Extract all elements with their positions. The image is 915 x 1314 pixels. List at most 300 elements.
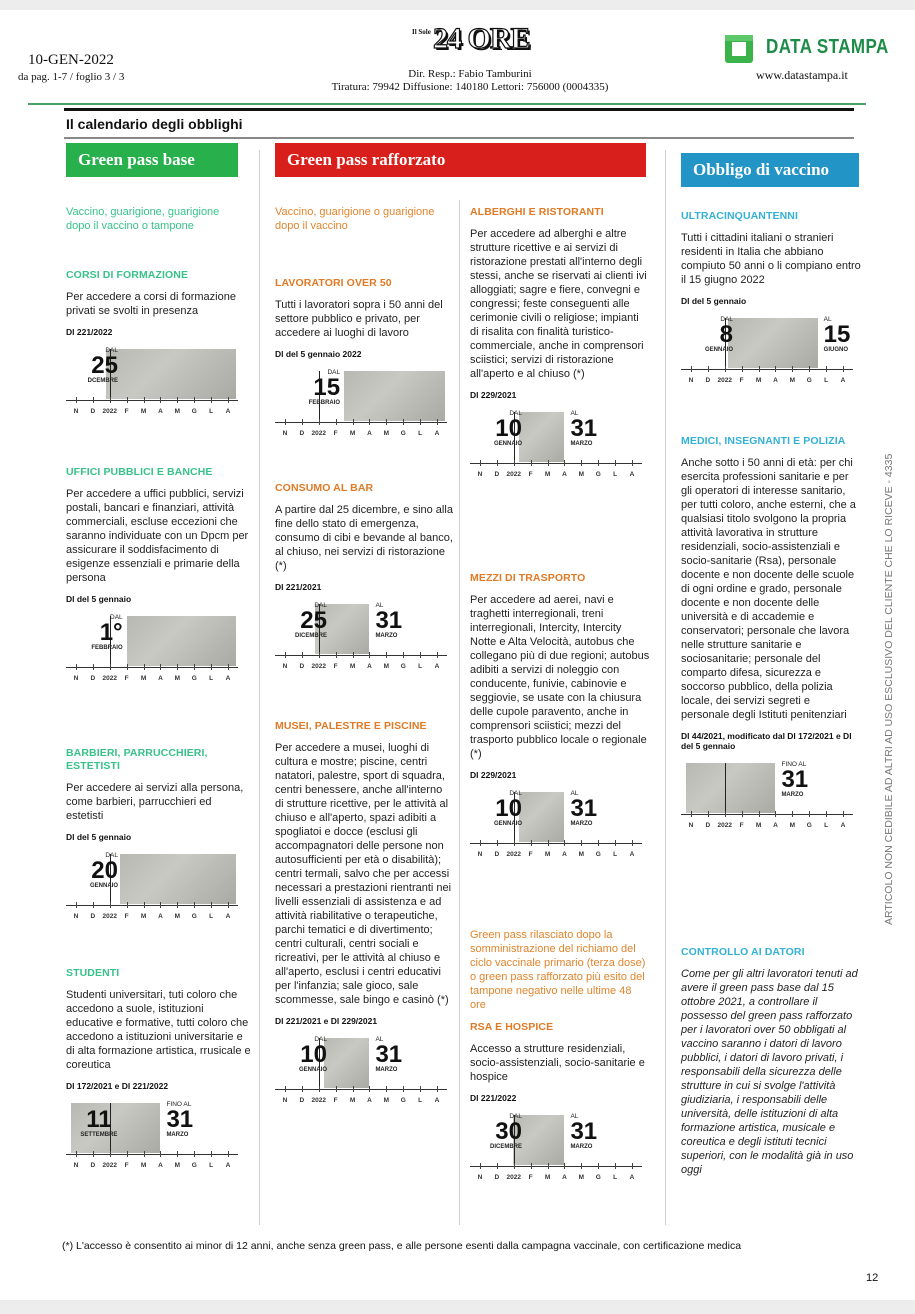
- section-title: CONSUMO AL BAR: [275, 482, 374, 494]
- month-label: M: [349, 1097, 356, 1104]
- date-day: 10: [300, 1041, 327, 1068]
- month-label: M: [174, 1162, 181, 1169]
- month-tick: [598, 460, 599, 466]
- year-marker: [725, 763, 726, 817]
- month-label: M: [544, 1174, 551, 1181]
- month-label: L: [209, 408, 214, 415]
- date-caption: FINO AL: [166, 1101, 192, 1108]
- timeline: [470, 408, 642, 488]
- date-day: 15: [823, 321, 851, 348]
- timeline: [681, 759, 853, 839]
- date-caption: DAL: [105, 852, 118, 859]
- month-tick: [177, 664, 178, 670]
- month-tick: [353, 419, 354, 425]
- month-tick: [228, 902, 229, 908]
- month-label: A: [225, 408, 231, 415]
- month-label: A: [562, 1174, 567, 1181]
- month-tick: [76, 397, 77, 403]
- month-label: A: [434, 663, 440, 670]
- month-tick: [194, 1151, 195, 1157]
- month-tick: [93, 1151, 94, 1157]
- month-label: M: [140, 913, 147, 920]
- month-tick: [742, 811, 743, 817]
- month-tick: [843, 811, 844, 817]
- section-alberghi-ristoranti: [470, 206, 650, 488]
- month-tick: [302, 652, 303, 658]
- month-label: G: [400, 430, 406, 437]
- section-controllo-datori: [681, 946, 861, 1177]
- date-day: 31: [781, 766, 809, 793]
- timeline-bar: [728, 318, 818, 368]
- page-range: da pag. 1-7 / foglio 3 / 3: [18, 71, 125, 83]
- month-label: M: [544, 851, 551, 858]
- article-title: Il calendario degli obblighi: [66, 116, 243, 132]
- date-day: 31: [570, 795, 598, 822]
- month-label: L: [824, 377, 829, 384]
- end-date: [570, 1113, 622, 1150]
- month-label: D: [494, 851, 500, 858]
- month-label: G: [806, 822, 812, 829]
- month-label: M: [174, 913, 181, 920]
- month-label: A: [158, 408, 163, 415]
- month-label: A: [434, 1097, 440, 1104]
- end-date: [570, 790, 622, 827]
- month-tick: [548, 1163, 549, 1169]
- month-tick: [632, 1163, 633, 1169]
- month-tick: [211, 664, 212, 670]
- date-caption: AL: [375, 602, 384, 609]
- start-date: [470, 410, 522, 447]
- month-label: G: [191, 1162, 197, 1169]
- timeline-axis: [470, 1166, 642, 1167]
- month-label: N: [688, 377, 694, 384]
- month-label: G: [400, 1097, 406, 1104]
- section-ultracinquantenni: [681, 210, 861, 394]
- obbligo-vaccino-banner: Obbligo di vaccino: [681, 153, 859, 187]
- date-day: 31: [375, 607, 403, 634]
- month-label: F: [333, 430, 338, 437]
- month-label: F: [333, 663, 338, 670]
- masthead-block: [300, 22, 640, 93]
- date-month: FEBBRAIO: [91, 645, 123, 651]
- timeline-axis: [66, 1154, 238, 1155]
- month-label: M: [383, 430, 390, 437]
- month-tick: [514, 1163, 515, 1169]
- month-tick: [420, 1086, 421, 1092]
- month-label: L: [613, 1174, 618, 1181]
- month-tick: [843, 366, 844, 372]
- timeline-bar: [686, 763, 776, 813]
- rsa-condition-note: Green pass rilasciato dopo la somministrazione del richiamo del ciclo vaccinale primario (terza dose) o green pass rafforzato più esito del tampone negativo nelle ultime 48 ore: [470, 929, 646, 1011]
- date-caption: DAL: [509, 1113, 522, 1120]
- month-tick: [369, 652, 370, 658]
- page-number: 12: [866, 1272, 879, 1284]
- month-label: A: [158, 1162, 163, 1169]
- month-tick: [497, 1163, 498, 1169]
- month-tick: [302, 419, 303, 425]
- month-label: D: [90, 913, 96, 920]
- date-day: 11: [86, 1106, 112, 1133]
- month-tick: [531, 460, 532, 466]
- timeline-axis: [66, 905, 238, 906]
- month-tick: [144, 397, 145, 403]
- month-tick: [581, 1163, 582, 1169]
- month-tick: [725, 811, 726, 817]
- timeline-bar: [324, 1038, 370, 1088]
- date-caption: DAL: [509, 410, 522, 417]
- date-month: GENNAIO: [493, 821, 522, 827]
- month-tick: [285, 419, 286, 425]
- month-label: G: [191, 408, 197, 415]
- date-day: 1°: [99, 619, 123, 646]
- law-reference: Dl del 5 gennaio: [66, 594, 132, 604]
- month-tick: [581, 840, 582, 846]
- section-title: RSA E HOSPICE: [470, 1021, 554, 1033]
- month-label: F: [124, 1162, 129, 1169]
- month-tick: [127, 902, 128, 908]
- month-label: M: [174, 408, 181, 415]
- start-date: [71, 614, 123, 651]
- column-divider: [665, 150, 666, 1225]
- timeline-bar: [127, 616, 237, 666]
- month-tick: [194, 664, 195, 670]
- month-label: M: [349, 430, 356, 437]
- month-label: M: [755, 822, 762, 829]
- director-line: Dir. Resp.: Fabio Tamburini: [408, 68, 532, 80]
- month-tick: [369, 1086, 370, 1092]
- section-title: CORSI DI FORMAZIONE: [66, 269, 189, 281]
- month-tick: [194, 902, 195, 908]
- month-label: M: [755, 377, 762, 384]
- date-month: GENNAIO: [493, 441, 522, 447]
- date-caption: DAL: [110, 614, 123, 621]
- month-tick: [615, 1163, 616, 1169]
- month-tick: [531, 840, 532, 846]
- month-label: F: [124, 675, 129, 682]
- date-month: GIUGNO: [823, 347, 848, 353]
- month-label: M: [578, 471, 585, 478]
- month-label: M: [383, 663, 390, 670]
- month-tick: [93, 902, 94, 908]
- date-caption: AL: [570, 410, 579, 417]
- rafforzato-lead: Vaccino, guarigione o guarigione dopo il vaccino: [275, 206, 435, 232]
- month-tick: [564, 460, 565, 466]
- month-label: L: [824, 822, 829, 829]
- month-tick: [742, 366, 743, 372]
- month-tick: [581, 460, 582, 466]
- month-tick: [127, 397, 128, 403]
- month-label: D: [90, 1162, 96, 1169]
- month-label: N: [73, 913, 79, 920]
- date-caption: DAL: [509, 790, 522, 797]
- date-day: 8: [719, 321, 733, 348]
- end-date: [570, 410, 622, 447]
- column-divider: [259, 150, 260, 1225]
- date-month: SETTEMBRE: [80, 1132, 118, 1138]
- month-tick: [93, 397, 94, 403]
- month-label: D: [705, 377, 711, 384]
- section-title: ALBERGHI E RISTORANTI: [470, 206, 604, 218]
- green-pass-base-banner: Green pass base: [66, 143, 238, 177]
- month-tick: [403, 1086, 404, 1092]
- month-label: A: [562, 851, 567, 858]
- end-date: [166, 1101, 218, 1138]
- start-date: [66, 852, 118, 889]
- law-reference: Dl del 5 gennaio: [681, 296, 747, 306]
- month-tick: [759, 811, 760, 817]
- month-label: G: [595, 851, 601, 858]
- base-lead: Vaccino, guarigione, guarigione dopo il vaccino o tampone: [66, 206, 220, 232]
- section-lavoratori-over-50: [275, 277, 453, 447]
- month-tick: [211, 397, 212, 403]
- month-tick: [319, 1086, 320, 1092]
- month-tick: [386, 652, 387, 658]
- section-musei-palestre: [275, 720, 453, 1114]
- date-month: GENNAIO: [298, 1067, 327, 1073]
- month-label: 2022: [311, 663, 326, 670]
- month-tick: [497, 460, 498, 466]
- month-label: M: [140, 408, 147, 415]
- month-tick: [319, 419, 320, 425]
- section-body: Per accedere ad aerei, navi e traghetti interregionali, treni interregionali, Intercity, Intercity Notte e Alta Velocità, autobus che collegano più di due regioni; autobus adibiti a servizi di noleggio con conducente, funivie, cabinovie e seggiovie, se usate con la chiusura delle cupole paravento, anche in comprensori sciistici; mezzi del trasporto pubblico locale o regionale (*): [470, 594, 650, 760]
- month-label: A: [225, 913, 231, 920]
- newspaper-page: [0, 10, 915, 1300]
- section-consumo-bar: [275, 482, 453, 680]
- date-caption: FINO AL: [781, 761, 807, 768]
- law-reference: Dl 221/2022: [66, 327, 113, 337]
- date-caption: AL: [570, 1113, 579, 1120]
- month-label: G: [595, 1174, 601, 1181]
- month-label: M: [383, 1097, 390, 1104]
- date-month: DCEMBRE: [87, 378, 118, 384]
- month-label: A: [773, 377, 778, 384]
- side-notice-text: ARTICOLO NON CEDIBILE AD ALTRI AD USO ESCLUSIVO DEL CLIENTE CHE LO RICEVE - 4335: [883, 453, 895, 925]
- section-title: CONTROLLO AI DATORI: [681, 946, 805, 958]
- month-tick: [160, 1151, 161, 1157]
- month-tick: [615, 460, 616, 466]
- date-day: 31: [166, 1106, 194, 1133]
- month-label: A: [158, 913, 163, 920]
- month-label: A: [773, 822, 778, 829]
- section-body: Per accedere ai servizi alla persona, come barbieri, parrucchieri ed estetisti: [66, 782, 244, 822]
- month-label: L: [613, 851, 618, 858]
- masthead-small: Il Sole: [412, 28, 431, 36]
- month-label: G: [191, 913, 197, 920]
- section-body: Per accedere a musei, luoghi di cultura e mostre; piscine, centri natatori, palestre, sport di squadra, centri benessere, anche all'interno di strutture ricettive, per le attività al chiuso e all'aperto, spazi adibiti a spogliatoi e docce (esclusi gli accompagnatori delle persone non autosufficienti per età o disabilità); centri termali, salvo che per accessi necessari a prestazioni rientranti nei livelli essenziali di assistenza e ad attività riabilitative o terapeutiche, parchi tematici e di divertimento; centri culturali, centri sociali e ricreativi, per le attività al chiuso e all'aperto, esclusi i centri educativi per l'infanzia; sale gioco, sale scommesse, sale bingo e casinò (*): [275, 742, 452, 1006]
- date-month: GENNAIO: [89, 883, 118, 889]
- date-caption: DAL: [105, 347, 118, 354]
- month-tick: [548, 460, 549, 466]
- clipping-date: 10-GEN-2022: [28, 52, 114, 68]
- month-tick: [437, 652, 438, 658]
- month-tick: [775, 366, 776, 372]
- month-label: M: [578, 1174, 585, 1181]
- section-title: BARBIERI, PARRUCCHIERI, ESTETISTI: [66, 747, 208, 772]
- month-tick: [514, 460, 515, 466]
- agency-url[interactable]: www.datastampa.it: [756, 68, 848, 82]
- month-label: N: [477, 851, 483, 858]
- timeline-axis: [681, 369, 853, 370]
- date-month: MARZO: [570, 1144, 593, 1150]
- date-month: GENNAIO: [704, 347, 733, 353]
- date-month: DICEMBRE: [294, 633, 327, 639]
- month-tick: [302, 1086, 303, 1092]
- month-label: M: [578, 851, 585, 858]
- timeline-axis: [470, 463, 642, 464]
- masthead-title: 24 ORE: [433, 22, 530, 55]
- month-label: F: [124, 408, 129, 415]
- section-uffici-pubblici: [66, 466, 251, 692]
- section-body: Per accedere ad alberghi e altre strutture ricettive e ai servizi di ristorazione prestati all'interno degli stessi, anche se riservati ai clienti ivi alloggiati; sagre e fiere, convegni e congressi; feste conseguenti alle cerimonie civili o religiose; impianti di risalita con finalità turistico-commerciale, anche in comprensori sciistici; servizi di ristorazione all'aperto e al chiuso (*): [470, 228, 647, 380]
- month-label: D: [705, 822, 711, 829]
- month-tick: [792, 366, 793, 372]
- month-label: D: [90, 675, 96, 682]
- timeline: [66, 850, 238, 930]
- circulation-line: Tiratura: 79942 Diffusione: 140180 Lettori: 756000 (0004335): [331, 81, 609, 93]
- law-reference: Dl 172/2021 e Dl 221/2022: [66, 1081, 169, 1091]
- date-month: MARZO: [570, 441, 593, 447]
- section-title: STUDENTI: [66, 967, 120, 979]
- month-label: 2022: [102, 1162, 117, 1169]
- month-tick: [228, 664, 229, 670]
- date-day: 31: [570, 415, 598, 442]
- agency-name: DATA STAMPA: [766, 36, 889, 58]
- timeline: [66, 612, 238, 692]
- month-label: F: [528, 471, 533, 478]
- date-caption: DAL: [314, 602, 327, 609]
- timeline-axis: [275, 1089, 447, 1090]
- start-date: [681, 316, 733, 353]
- timeline: [275, 600, 447, 680]
- month-label: N: [477, 471, 483, 478]
- green-pass-rafforzato-banner: Green pass rafforzato: [275, 143, 646, 177]
- article-top-rule: [64, 108, 854, 111]
- month-label: A: [225, 1162, 231, 1169]
- month-tick: [353, 1086, 354, 1092]
- month-label: 2022: [506, 1174, 521, 1181]
- month-tick: [437, 1086, 438, 1092]
- month-tick: [792, 811, 793, 817]
- month-tick: [386, 419, 387, 425]
- month-label: 2022: [102, 408, 117, 415]
- month-tick: [177, 397, 178, 403]
- month-tick: [228, 1151, 229, 1157]
- month-label: A: [629, 851, 635, 858]
- start-date: [288, 369, 340, 406]
- month-label: M: [789, 377, 796, 384]
- month-label: N: [73, 408, 79, 415]
- start-date: [275, 1036, 327, 1073]
- month-label: L: [418, 1097, 423, 1104]
- month-label: N: [282, 430, 288, 437]
- month-tick: [336, 419, 337, 425]
- month-label: A: [367, 430, 372, 437]
- month-tick: [127, 664, 128, 670]
- month-tick: [598, 1163, 599, 1169]
- start-date: [470, 1113, 522, 1150]
- month-tick: [615, 840, 616, 846]
- law-reference: Dl 221/2021: [275, 582, 322, 592]
- month-tick: [285, 1086, 286, 1092]
- date-month: MARZO: [375, 633, 398, 639]
- month-tick: [691, 366, 692, 372]
- month-tick: [826, 811, 827, 817]
- section-title: MEZZI DI TRASPORTO: [470, 572, 586, 584]
- month-label: G: [191, 675, 197, 682]
- timeline: [470, 1111, 642, 1191]
- law-reference: Dl 221/2022: [470, 1093, 517, 1103]
- month-tick: [110, 902, 111, 908]
- month-label: G: [400, 663, 406, 670]
- month-label: 2022: [717, 377, 732, 384]
- date-month: MARZO: [781, 792, 804, 798]
- month-tick: [403, 419, 404, 425]
- timeline-bar: [519, 412, 565, 462]
- month-tick: [725, 366, 726, 372]
- month-label: A: [629, 471, 635, 478]
- start-date: [275, 602, 327, 639]
- month-tick: [809, 366, 810, 372]
- month-tick: [403, 652, 404, 658]
- section-title: MUSEI, PALESTRE E PISCINE: [275, 720, 427, 732]
- month-label: N: [73, 1162, 79, 1169]
- timeline-axis: [681, 814, 853, 815]
- month-label: L: [418, 430, 423, 437]
- month-label: A: [367, 1097, 372, 1104]
- month-label: A: [434, 430, 440, 437]
- month-label: F: [739, 377, 744, 384]
- header-divider: [28, 103, 866, 105]
- law-reference: Dl del 5 gennaio 2022: [275, 349, 362, 359]
- month-tick: [336, 652, 337, 658]
- timeline-axis: [66, 667, 238, 668]
- month-tick: [480, 840, 481, 846]
- month-label: A: [367, 663, 372, 670]
- section-body: Per accedere a uffici pubblici, servizi postali, bancari e finanziari, attività commerciali, escluse eccezioni che saranno individuate con un Dpcm per assicurare il soddisfacimento di esigenze essenziali e primarie della persona: [66, 488, 249, 584]
- end-date: [375, 602, 427, 639]
- month-tick: [194, 397, 195, 403]
- timeline-axis: [470, 843, 642, 844]
- date-caption: AL: [570, 790, 579, 797]
- month-tick: [110, 397, 111, 403]
- month-label: F: [528, 1174, 533, 1181]
- month-label: D: [299, 663, 305, 670]
- month-tick: [759, 366, 760, 372]
- month-tick: [93, 664, 94, 670]
- month-label: G: [595, 471, 601, 478]
- month-tick: [228, 397, 229, 403]
- month-label: M: [544, 471, 551, 478]
- date-caption: AL: [375, 1036, 384, 1043]
- month-label: M: [140, 1162, 147, 1169]
- month-label: L: [209, 675, 214, 682]
- month-tick: [598, 840, 599, 846]
- timeline-bar: [106, 349, 236, 399]
- column-divider: [459, 200, 460, 1225]
- section-title: UFFICI PUBBLICI E BANCHE: [66, 466, 213, 478]
- section-body: A partire dal 25 dicembre, e sino alla fine dello stato di emergenza, consumo di cibi e bevande al banco, al chiuso, nei servizi di ristorazione (*): [275, 504, 453, 572]
- month-label: L: [418, 663, 423, 670]
- timeline: [681, 314, 853, 394]
- month-tick: [775, 811, 776, 817]
- month-label: D: [494, 1174, 500, 1181]
- month-tick: [480, 460, 481, 466]
- month-label: A: [225, 675, 231, 682]
- section-corsi-formazione: [66, 269, 251, 425]
- section-body: Anche sotto i 50 anni di età: per chi esercita professioni sanitarie e per gli operatori di interesse sanitario, per tutti coloro, anche esterni, che a qualsiasi titolo svolgono la propria attività lavorativa in strutture residenziali, socio-assistenziali e socio-sanitarie (Rsa), personale docente e non docente delle scuole di ogni ordine e grado, personale docente e non docente delle università e di accademie e conservatori; personale che lavora nelle strutture sanitarie e sociosanitarie; personale del comparto difesa, sicurezza e soccorso pubblico, della polizia locale, dei servizi segreti e personale degli Istituti penitenziari: [681, 457, 856, 721]
- month-tick: [110, 1151, 111, 1157]
- month-label: N: [282, 663, 288, 670]
